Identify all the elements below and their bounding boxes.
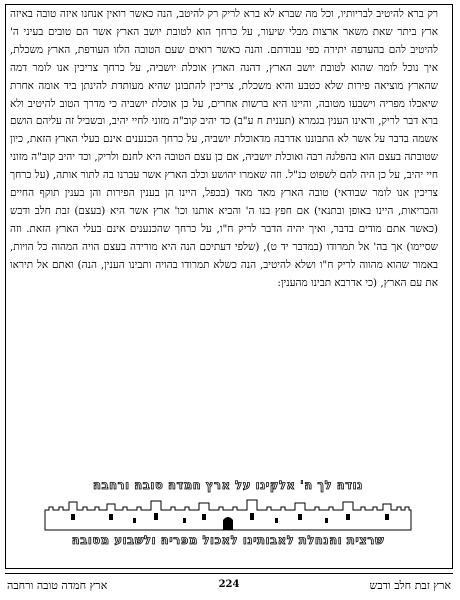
decorative-banner [40,474,416,564]
footer-right-title: ארץ זבת חלב ודבש [369,579,451,592]
banner-top-text: נודה לך ה' אלקינו על ארץ חמדה טובה ורחבה [93,478,363,492]
footer-left-title: ארץ חמדה טובה ורחבה [7,579,108,592]
main-text-block [10,6,438,293]
page-footer [5,573,453,595]
page-number: 224 [218,579,240,590]
body-paragraph: רק ברא להיטיב לבריותיו, וכל מה שברא לא ברא לריק רק להיטב, הנה כאשר רואין אנחנו איזה טובה באיזה ארץ ביתר שאת משאר ארצות מבלי שיעור, על כרחך הוא לטובת יושב הארץ אשר הם טובים בעיני ה' להיטיב להם בהעדפה יתירה כפי עבודתם. והנה כאשר רואים שעם הטובה הלזו העודפת, הארץ משכלת, איך נוכל לומר שהוא לטובת יושב הארץ, דהנה הארץ אוכלת יושביה, על כרחך צריכין אנו לומר דמה שהארץ מוציאה פירות שלא כטבע והיא משכלת, צריכין להתבונן שהיא מעותדת להינתן ביד אומה אחרת שיאכלו מפריה וישבעו מטובה, והיינו היא ברשות אחרים, על כן אוכלת יושביה כי מדרך הטוב להיטיב ולא ברא דבר לריק, וראינו הענין בגמרא (תענית ח ע"ב) כד יהיב קוב"ה מזוני לחיי יהיב, ובשביל זה עליהם הושם אשמה בדבר על אשר לא התבוננו אדרבה מדאוכלת יושביה, על כרחך הכנענים אינם בעלי הארץ הזאת, כיון שטובתה בעצם הוא בהפלגה רבה ואוכלת יושביה, אם כן עצם הטובה היא לחנם ולריק, וכד יהיב קוב"ה מזוני חיי יהיב, על כן היה להם לשפוט כנ"ל. וזה שאמרו יהושע וכלב הארץ אשר עברנו בה לתור אותה, (על כרחך צריכין אנו לומר שבודאי) טובה הארץ מאד מאד (בכפל, היינו הן בענין הפירות והן בענין תוקף החיים והבריאות, היינו באופן ובתנאי) אם חפץ בנו ה' והביא אותנו וכו' ארץ אשר היא (בעצם) זבת חלב ודבש (כאשר אתם מודים בדבר, ואיך יהיה הדבר לריק ח"ו, על כרחך שהכנענים אינם בעלי הארץ הזאת. וזה שסיימו) אך בה' אל תמרודו (במדבר יד ט), (שלפי דעתיכם הנה היא מורידה בעצם הויה המהוה כל הויות, באמור שהוא מהווה לריק ח"ו ושלא להיטיב, הנה כשלא תמרודו בהויה ותבינו הענין, הנה) ואתם אל תיראו את עם הארץ, (כי אדרבא תבינו מהענין: [10,8,438,289]
jerusalem-wall-illustration [43,498,413,532]
banner-bottom-text: שרצית והנחלת לאבותינו לאכול מפריה ולשבוע מטובה [71,533,385,547]
